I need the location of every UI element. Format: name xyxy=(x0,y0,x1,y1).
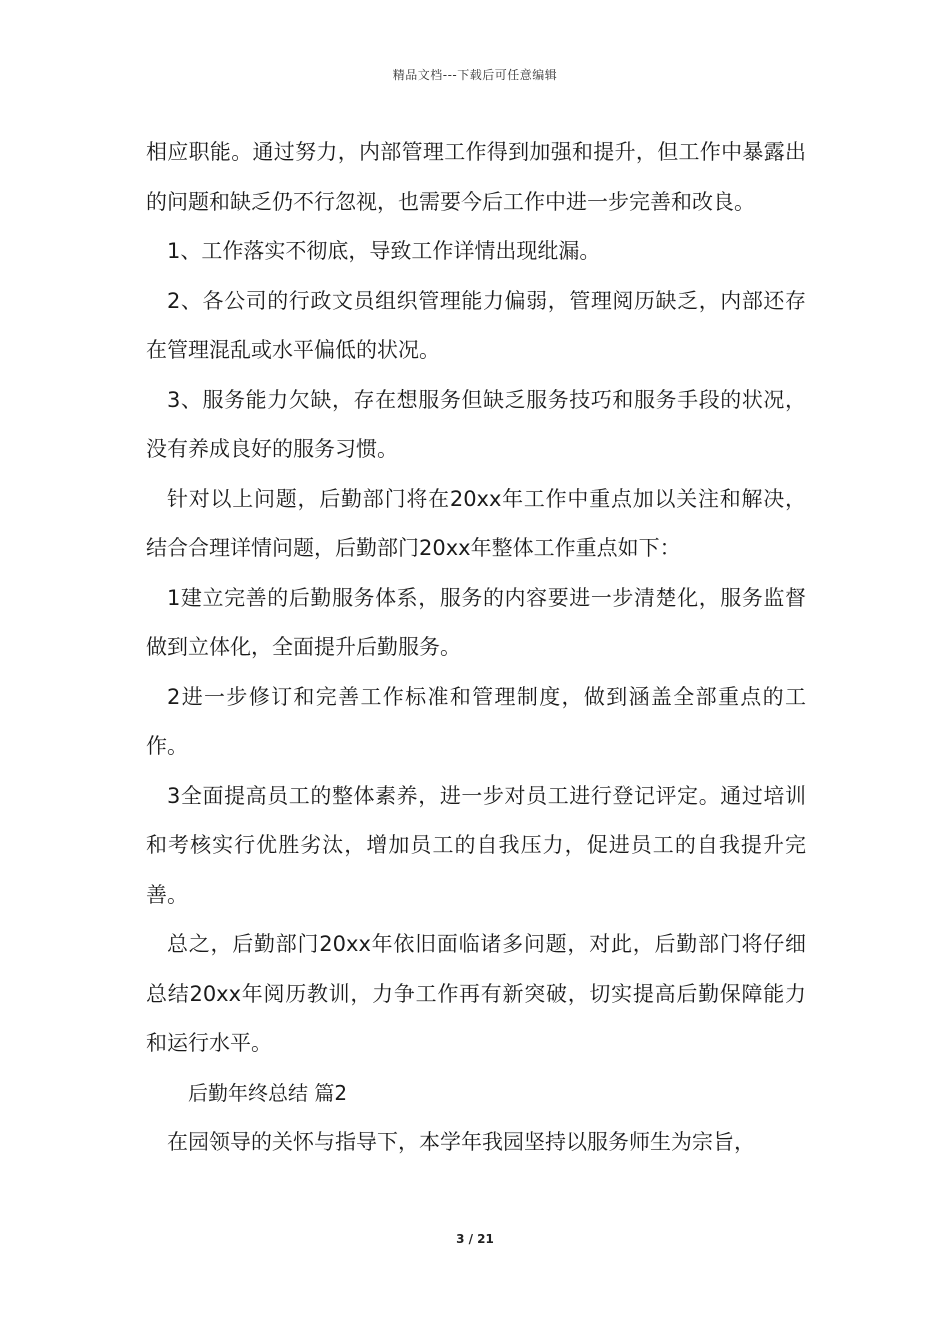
paragraph: 在园领导的关怀与指导下，本学年我园坚持以服务师生为宗旨， xyxy=(167,1130,755,1154)
page-number: 3 / 21 xyxy=(456,1232,494,1246)
paragraph: 针对以上问题，后勤部门将在20xx年工作中重点加以关注和解决，结合合理详情问题，后勤部门20xx年整体工作重点如下： xyxy=(146,486,806,560)
section-title: 后勤年终总结 篇2 xyxy=(188,1080,348,1105)
paragraph: 3全面提高员工的整体素养，进一步对员工进行登记评定。通过培训和考核实行优胜劣汰，增加员工的自我压力，促进员工的自我提升完善。 xyxy=(146,783,806,907)
paragraph: 3、服务能力欠缺，存在想服务但缺乏服务技巧和服务手段的状况，没有养成良好的服务习惯。 xyxy=(146,387,806,461)
paragraph: 总之，后勤部门20xx年依旧面临诸多问题，对此，后勤部门将仔细总结20xx年阅历教训，力争工作再有新突破，切实提高后勤保障能力和运行水平。 xyxy=(146,932,806,1055)
document-body xyxy=(146,128,806,1168)
paragraph: 1建立完善的后勤服务体系，服务的内容要进一步清楚化，服务监督做到立体化，全面提升后勤服务。 xyxy=(146,585,806,659)
paragraph: 2、各公司的行政文员组织管理能力偏弱，管理阅历缺乏，内部还存在管理混乱或水平偏低的状况。 xyxy=(146,288,806,362)
paragraph: 2进一步修订和完善工作标准和管理制度，做到涵盖全部重点的工作。 xyxy=(146,684,806,758)
paragraph: 相应职能。通过努力，内部管理工作得到加强和提升，但工作中暴露出的问题和缺乏仍不行忽视，也需要今后工作中进一步完善和改良。 xyxy=(146,140,806,214)
paragraph: 1、工作落实不彻底，导致工作详情出现纰漏。 xyxy=(167,239,601,263)
page-header: 精品文档---下载后可任意编辑 xyxy=(392,68,558,82)
